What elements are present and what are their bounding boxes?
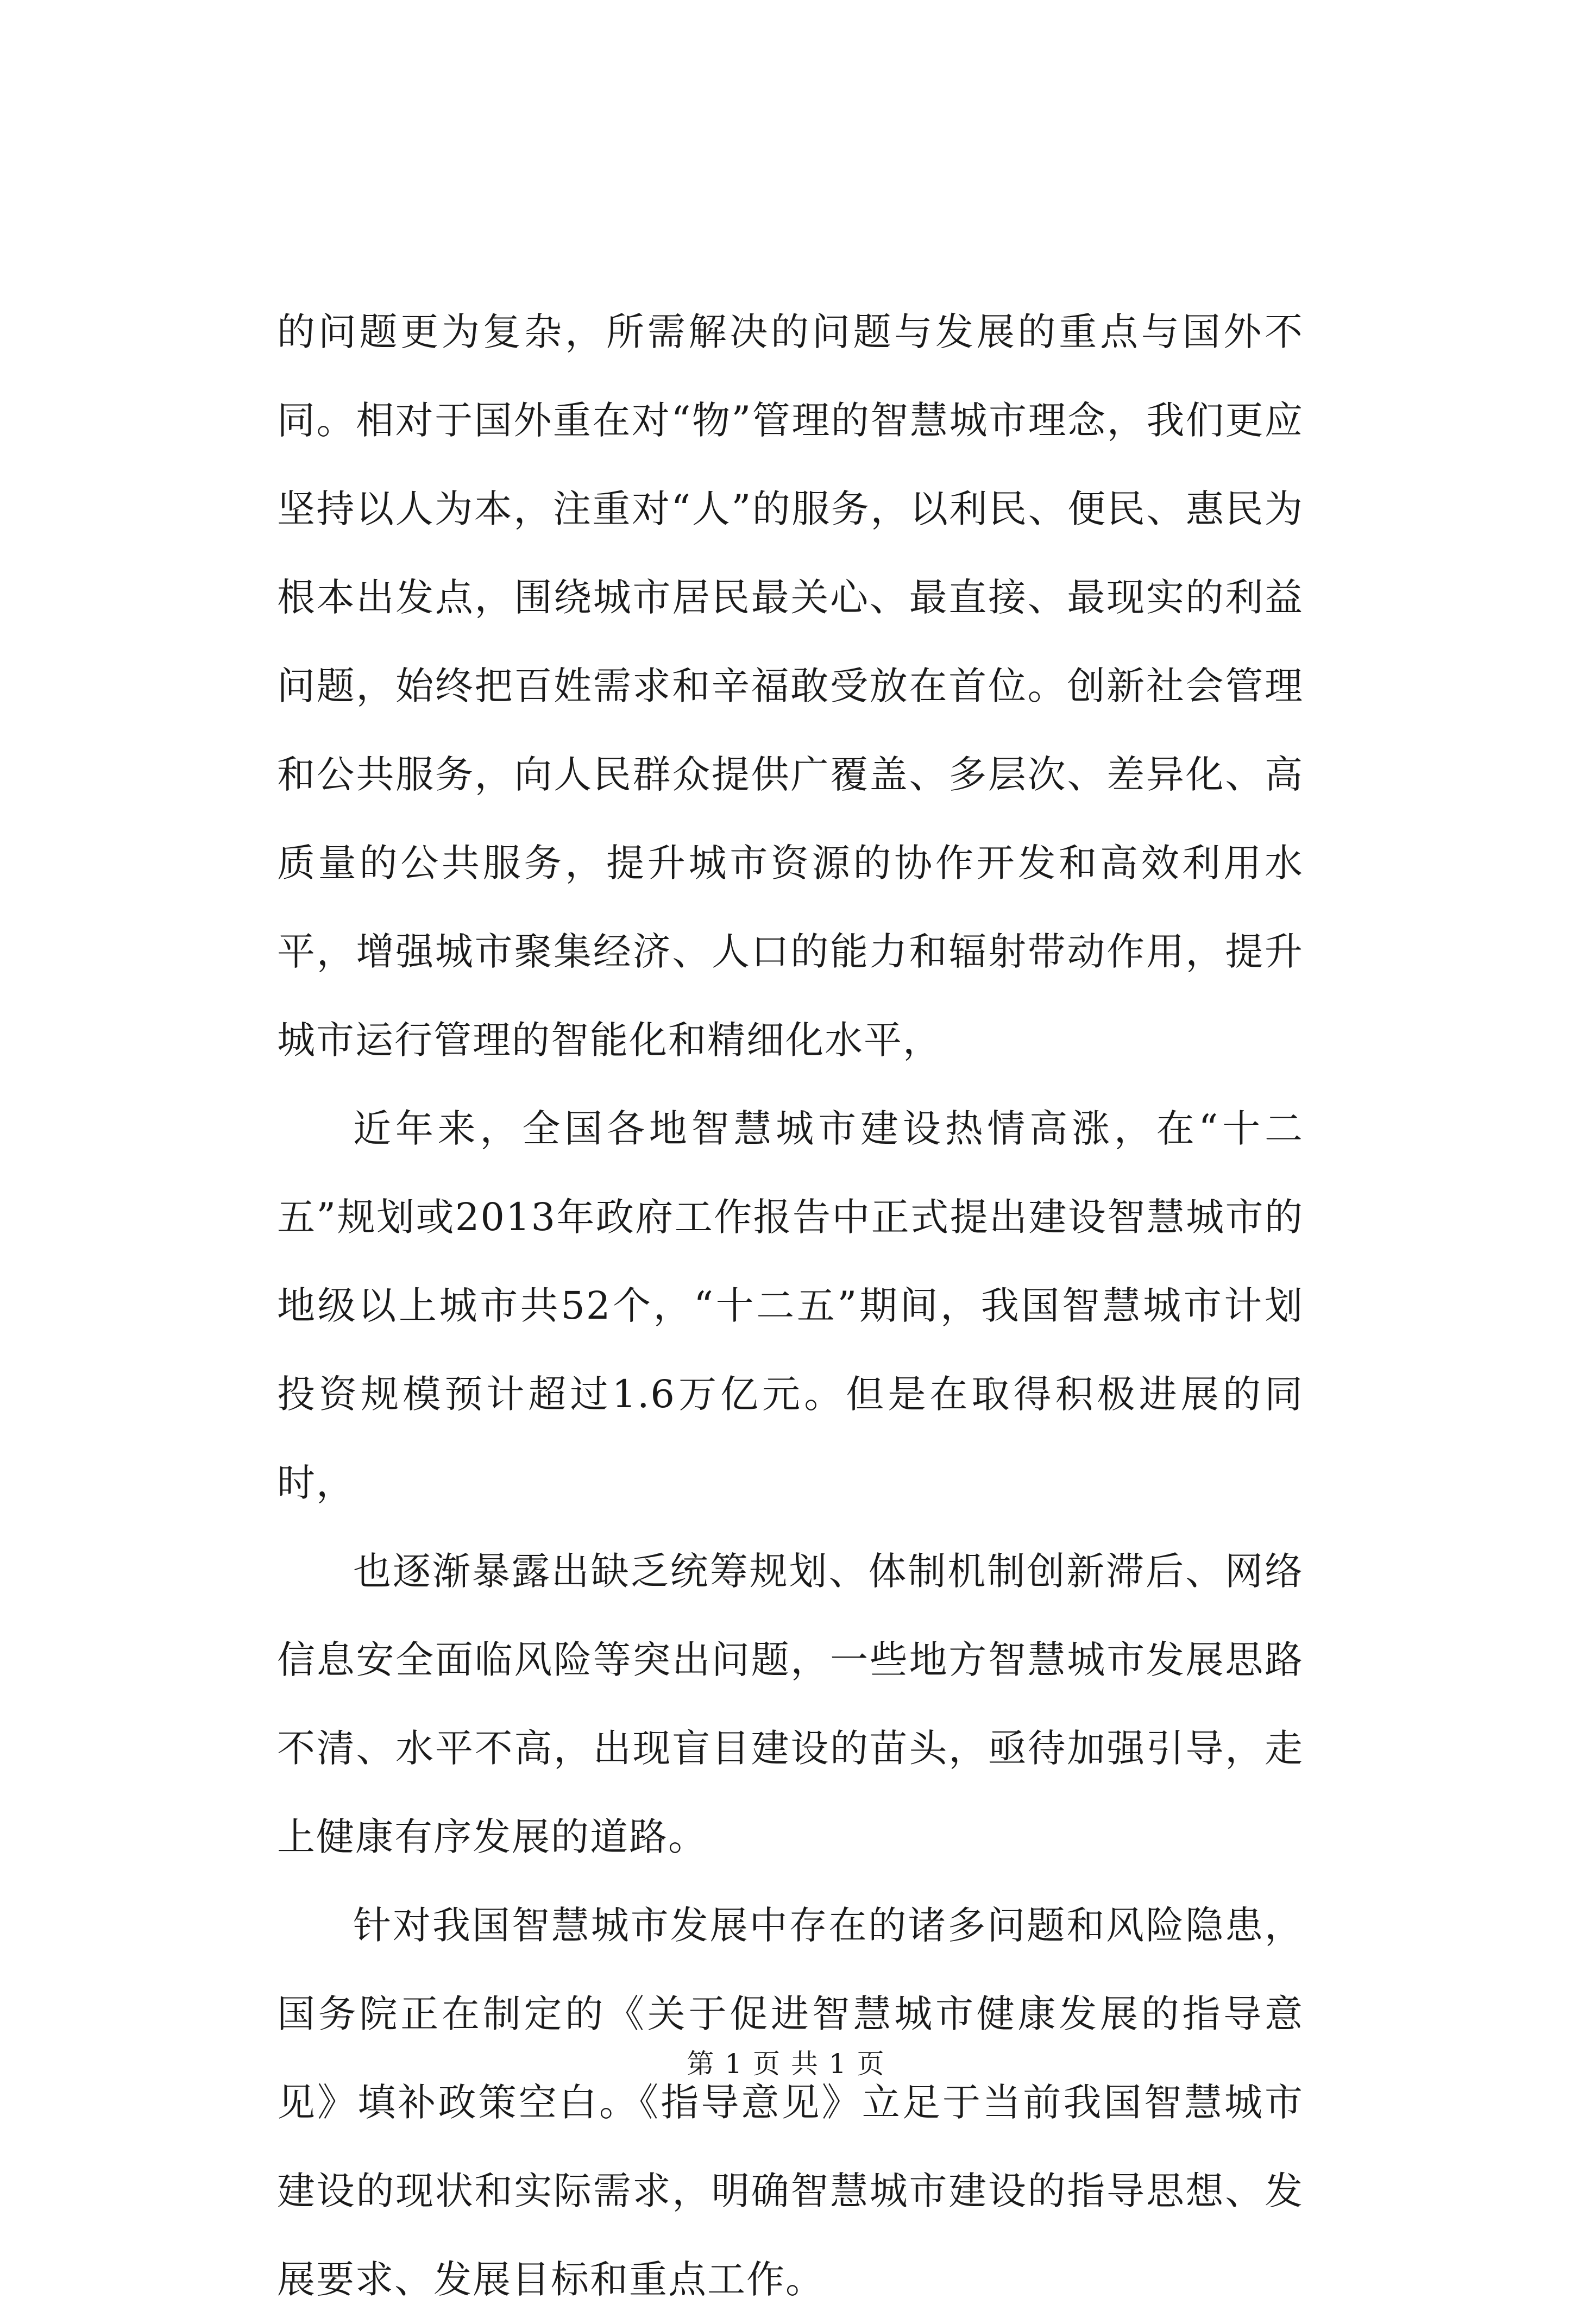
paragraph-2: 近年来，全国各地智慧城市建设热情高涨，在“十二五”规划或2013年政府工作报告中正式提出建设智慧城市的地级以上城市共52个，“十二五”期间，我国智慧城市计划投资规模预计超过1.6万亿元。但是在取得积极进展的同时， [277, 1106, 1304, 1505]
paragraph-1: 的问题更为复杂，所需解决的问题与发展的重点与国外不同。相对于国外重在对“物”管理的智慧城市理念，我们更应坚持以人为本，注重对“人”的服务，以利民、便民、惠民为根本出发点，围绕城市居民最关心、最直接、最现实的利益问题，始终把百姓需求和辛福敢受放在首位。创新社会管理和公共服务，向人民群众提供广覆盖、多层次、差异化、高质量的公共服务，提升城市资源的协作开发和高效利用水平，增强城市聚集经济、人口的能力和辐射带动作用，提升城市运行管理的智能化和精细化水平， [277, 310, 1304, 1062]
document-body [277, 288, 1304, 2324]
paragraph-4: 针对我国智慧城市发展中存在的诸多问题和风险隐患，国务院正在制定的《关于促进智慧城市健康发展的指导意见》填补政策空白。《指导意见》立足于当前我国智慧城市建设的现状和实际需求，明确智慧城市建设的指导思想、发展要求、发展目标和重点工作。 [277, 1903, 1304, 2302]
page-number-footer: 第 1 页 共 1 页 [687, 2048, 885, 2080]
paragraph-3: 也逐渐暴露出缺乏统筹规划、体制机制创新滞后、网络信息安全面临风险等突出问题，一些地方智慧城市发展思路不清、水平不高，出现盲目建设的苗头，亟待加强引导，走上健康有序发展的道路。 [277, 1549, 1304, 1859]
